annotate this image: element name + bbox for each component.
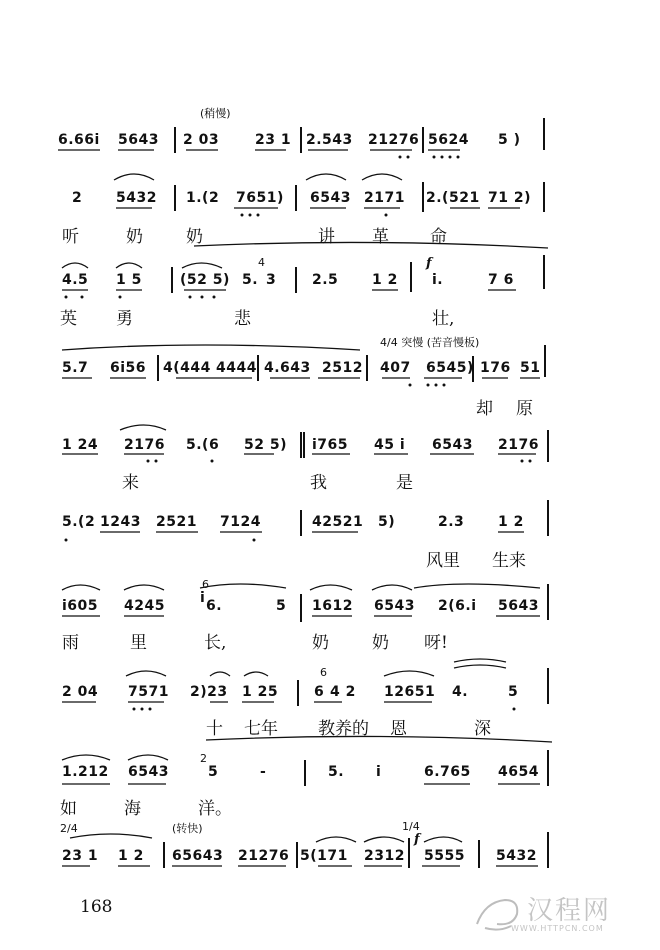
note-group: 1 2 [118, 848, 144, 864]
note-group: 5) [378, 514, 396, 530]
note-group: 52 5) [244, 437, 287, 453]
lyric: 革 [372, 227, 389, 247]
note-group: 7651) [236, 190, 284, 206]
note-group: 2521 [156, 514, 197, 530]
note-group: 4245 [124, 598, 165, 614]
lyric: 是 [396, 473, 413, 493]
lyric: 海 [124, 799, 141, 819]
note-group: 6.66i [58, 132, 100, 148]
note-group: 5. [328, 764, 345, 780]
note-group: 5624 [428, 132, 469, 148]
lyric: 十 [206, 719, 223, 739]
note-group: 176 [480, 360, 511, 376]
lyric: 雨 [62, 633, 79, 653]
note-group: 1 24 [62, 437, 99, 453]
note-group: 2176 [498, 437, 539, 453]
dynamic-marking: f [426, 256, 432, 271]
note-group: 2512 [322, 360, 363, 376]
dynamic-marking: f [414, 832, 420, 847]
lyric: 英 [60, 309, 77, 329]
note-group: 4(444 [163, 360, 211, 376]
note-group: 6543 [432, 437, 473, 453]
note-group: 2176 [124, 437, 165, 453]
note-group: 4.5 [62, 272, 89, 288]
note-group: 5643 [498, 598, 539, 614]
note-group: (52 5) [180, 272, 230, 288]
note-group: 5.7 [62, 360, 89, 376]
grace-note: 2 [200, 752, 207, 765]
note-group: 42521 [312, 514, 364, 530]
time-signature: 1/4 [402, 820, 420, 833]
lyric: 奶 [372, 633, 389, 653]
lyric: 奶 [186, 227, 203, 247]
note-group: 4. [452, 684, 469, 700]
note-group: 4.643 [264, 360, 311, 376]
note-group: 6 [314, 684, 325, 700]
lyric: 风里 [426, 551, 460, 571]
page-number: 168 [80, 897, 113, 917]
note-group: 5 ) [498, 132, 521, 148]
note-group: 2.3 [438, 514, 465, 530]
lyric: 悲 [234, 309, 251, 329]
lyric: 我 [310, 473, 327, 493]
note-group: 1.(2 [186, 190, 220, 206]
note-group: 1 25 [242, 684, 279, 700]
note-group: 23 1 [255, 132, 292, 148]
lyric: 教养的 [318, 719, 369, 739]
note-group: 5 [276, 598, 287, 614]
grace-note: 6 [320, 666, 327, 679]
note-group: 4 2 [330, 684, 356, 700]
grace-note: 6 [202, 578, 209, 591]
note-group: 12651 [384, 684, 436, 700]
note-group: 21276 [238, 848, 290, 864]
note-group: 2 04 [62, 684, 99, 700]
watermark-url: WWW.HTTPCN.COM [511, 924, 604, 933]
note-group: 5. [242, 272, 259, 288]
note-group: 7 6 [488, 272, 514, 288]
note-group: 5432 [116, 190, 157, 206]
note-group: 5 [208, 764, 219, 780]
tempo-marking: (稍慢) [200, 107, 231, 120]
note-group: 6i56 [110, 360, 147, 376]
lyric: 恩 [390, 719, 407, 739]
note-group: 1 2 [498, 514, 524, 530]
lyric: 讲 [318, 227, 335, 247]
lyric: 原 [516, 399, 533, 419]
lyric: 命 [430, 227, 447, 247]
lyric: 生来 [492, 551, 526, 571]
lyric: 却 [476, 399, 493, 419]
note-group: 7571 [128, 684, 169, 700]
watermark-brand: 汉程网 [527, 896, 612, 926]
note-group: 2 [72, 190, 83, 206]
note-group: - [260, 764, 267, 780]
note-group: 6543 [374, 598, 415, 614]
note-group: 65643 [172, 848, 224, 864]
tempo-marking: (转快) [172, 822, 203, 835]
note-group: 2171 [364, 190, 405, 206]
note-group: 2312 [364, 848, 405, 864]
note-group: 2.543 [306, 132, 353, 148]
lyric: 长, [204, 633, 227, 653]
note-group: 6. [206, 598, 223, 614]
note-group: 5 [508, 684, 519, 700]
lyric: 如 [60, 799, 77, 819]
note-group: 2.(521 [426, 190, 480, 206]
note-group: 6545) [426, 360, 474, 376]
note-group: 1612 [312, 598, 353, 614]
note-group: 51 [520, 360, 541, 376]
watermark [471, 888, 646, 938]
note-group: 6543 [310, 190, 351, 206]
note-group: 6543 [128, 764, 169, 780]
note-group: 5(171 [300, 848, 348, 864]
note-group: 45 i [374, 437, 406, 453]
note-group: 4444 [216, 360, 257, 376]
note-group: 5432 [496, 848, 537, 864]
note-group: 407 [380, 360, 411, 376]
note-group: 23 1 [62, 848, 99, 864]
time-signature: 2/4 [60, 822, 78, 835]
note-group: 2.5 [312, 272, 339, 288]
grace-note: 4 [258, 256, 265, 269]
lyric: 七年 [244, 719, 278, 739]
note-group: i765 [312, 437, 349, 453]
note-group: 5555 [424, 848, 465, 864]
lyric: 洋。 [198, 799, 232, 819]
lyric: 勇 [116, 309, 133, 329]
lyric: 来 [122, 473, 139, 493]
lyric: 呀! [424, 633, 448, 653]
lyric: 深 [474, 719, 491, 739]
note-group: 3 [266, 272, 277, 288]
note-group: i [200, 590, 206, 606]
note-group: 4654 [498, 764, 539, 780]
note-group: 1 2 [372, 272, 398, 288]
lyric: 奶 [312, 633, 329, 653]
note-group: 71 2) [488, 190, 531, 206]
note-group: 5.(6 [186, 437, 220, 453]
lyric: 壮, [432, 309, 455, 329]
note-group: i [376, 764, 382, 780]
note-group: 2(6.i [438, 598, 477, 614]
note-group: 7124 [220, 514, 261, 530]
note-group: 1 5 [116, 272, 142, 288]
note-group: i605 [62, 598, 99, 614]
note-group: 5.(2 [62, 514, 96, 530]
note-group: 21276 [368, 132, 420, 148]
note-group: 1.212 [62, 764, 109, 780]
note-group: 2 03 [183, 132, 220, 148]
lyric: 奶 [126, 227, 143, 247]
lyric: 里 [130, 633, 147, 653]
note-group: 2)23 [190, 684, 228, 700]
note-group: 5643 [118, 132, 159, 148]
note-group: 6.765 [424, 764, 471, 780]
note-group: i. [432, 272, 444, 288]
lyric: 听 [62, 227, 79, 247]
tempo-marking: 4/4 突慢 (苦音慢板) [380, 336, 480, 349]
note-group: 1243 [100, 514, 141, 530]
